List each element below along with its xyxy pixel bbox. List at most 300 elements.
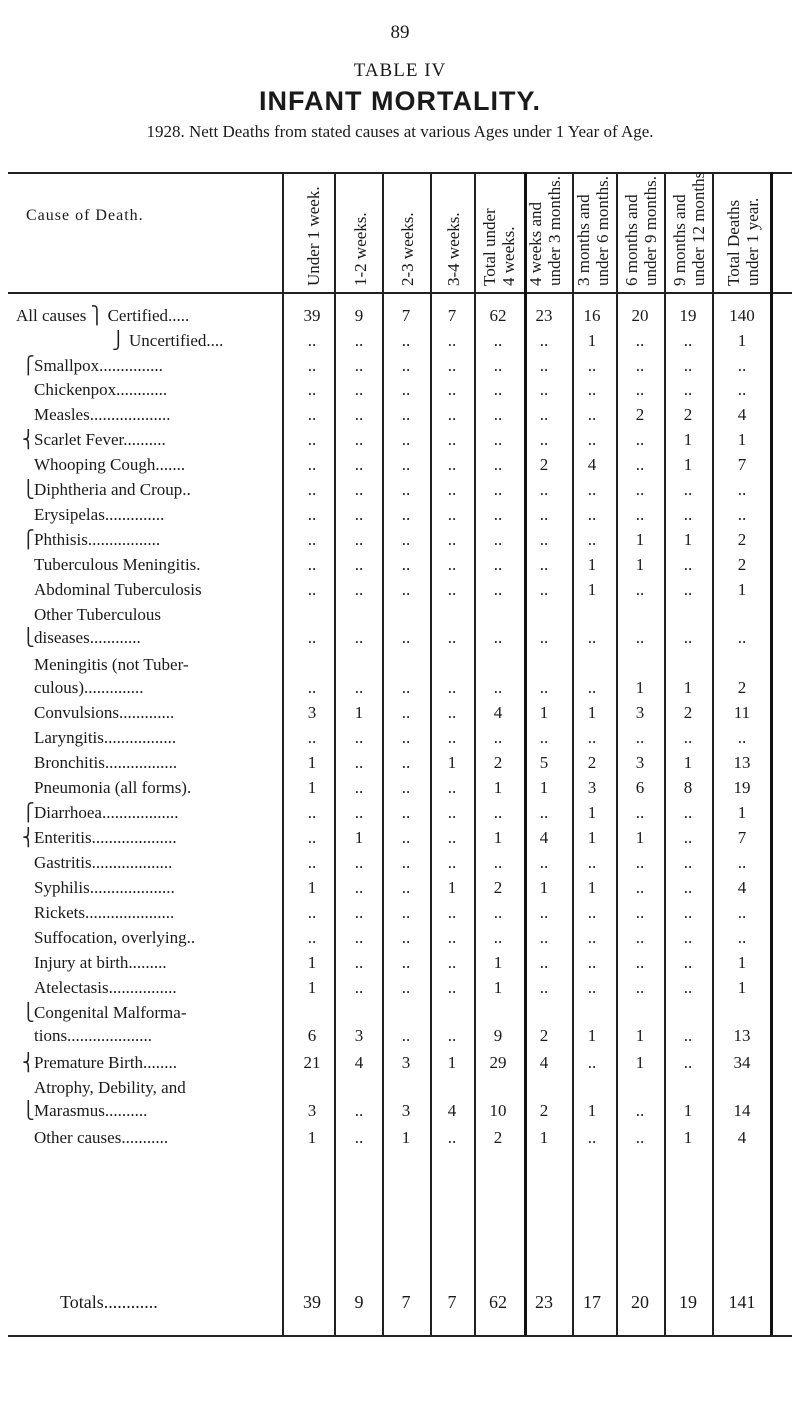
table-cell: 3 bbox=[401, 1053, 411, 1072]
table-cell: .. bbox=[683, 803, 693, 822]
column-header-line: under 12 months bbox=[689, 171, 708, 286]
table-row bbox=[0, 1053, 800, 1078]
table-cell: 1 bbox=[307, 753, 317, 772]
row-label: Whooping Cough....... bbox=[34, 455, 186, 474]
table-cell: 1 bbox=[737, 803, 747, 822]
table-row bbox=[0, 1101, 800, 1126]
table-row bbox=[0, 306, 800, 331]
table-cell: .. bbox=[493, 530, 503, 549]
table-cell: .. bbox=[493, 853, 503, 872]
table-cell: .. bbox=[401, 480, 411, 499]
table-cell: .. bbox=[587, 953, 597, 972]
table-cell: 4 bbox=[737, 878, 747, 897]
table-cell: .. bbox=[737, 728, 747, 747]
row-label: Phthisis................. bbox=[34, 530, 161, 549]
table-cell: 6 bbox=[635, 778, 645, 797]
table-cell: .. bbox=[493, 678, 503, 697]
table-cell: .. bbox=[587, 480, 597, 499]
table-cell: .. bbox=[493, 380, 503, 399]
table-cell: .. bbox=[447, 505, 457, 524]
table-cell: 2 bbox=[587, 753, 597, 772]
table-cell: 4 bbox=[447, 1101, 457, 1120]
table-cell: 4 bbox=[354, 1053, 364, 1072]
table-cell: 1 bbox=[587, 331, 597, 350]
table-row bbox=[0, 953, 800, 978]
table-cell: .. bbox=[307, 505, 317, 524]
table-cell: .. bbox=[354, 803, 364, 822]
table-cell: .. bbox=[307, 430, 317, 449]
table-cell: .. bbox=[635, 356, 645, 375]
table-cell: .. bbox=[354, 778, 364, 797]
table-cell: 2 bbox=[737, 530, 747, 549]
table-cell: 34 bbox=[733, 1053, 751, 1072]
table-cell: .. bbox=[354, 356, 364, 375]
table-cell: .. bbox=[307, 356, 317, 375]
table-cell: .. bbox=[307, 928, 317, 947]
table-cell: 7 bbox=[447, 306, 457, 325]
row-label: Tuberculous Meningitis. bbox=[34, 555, 201, 574]
table-cell: .. bbox=[354, 753, 364, 772]
table-cell: .. bbox=[683, 480, 693, 499]
table-row bbox=[0, 530, 800, 555]
table-cell: .. bbox=[401, 778, 411, 797]
column-header-line: under 3 months. bbox=[545, 175, 564, 286]
totals-cell: 7 bbox=[447, 1292, 457, 1312]
table-row bbox=[0, 605, 800, 630]
table-cell: .. bbox=[307, 628, 317, 647]
row-label: Convulsions............. bbox=[34, 703, 175, 722]
table-cell: .. bbox=[307, 405, 317, 424]
table-cell: .. bbox=[587, 1128, 597, 1147]
table-cell: .. bbox=[307, 853, 317, 872]
table-cell: .. bbox=[354, 628, 364, 647]
cause-header: Cause of Death. bbox=[26, 207, 144, 224]
table-cell: 20 bbox=[631, 306, 649, 325]
row-label: Smallpox............... bbox=[34, 356, 163, 375]
table-cell: .. bbox=[401, 903, 411, 922]
table-row bbox=[0, 430, 800, 455]
table-cell: .. bbox=[354, 331, 364, 350]
table-cell: .. bbox=[401, 828, 411, 847]
table-row bbox=[0, 455, 800, 480]
table-cell: 3 bbox=[635, 703, 645, 722]
totals-row bbox=[0, 1292, 800, 1317]
table-cell: .. bbox=[539, 580, 549, 599]
table-cell: 2 bbox=[737, 555, 747, 574]
table-cell: 3 bbox=[587, 778, 597, 797]
table-cell: 1 bbox=[354, 828, 364, 847]
row-label: All causes ⎫ Certified..... bbox=[16, 306, 190, 325]
row-label: Scarlet Fever.......... bbox=[34, 430, 166, 449]
table-cell: .. bbox=[493, 728, 503, 747]
table-cell: .. bbox=[354, 1128, 364, 1147]
column-header bbox=[574, 176, 612, 286]
table-cell: 7 bbox=[401, 306, 411, 325]
table-cell: .. bbox=[635, 455, 645, 474]
table-cell: 1 bbox=[737, 580, 747, 599]
brace-glyph: ⎨ bbox=[22, 430, 35, 449]
table-cell: .. bbox=[737, 928, 747, 947]
table-row bbox=[0, 380, 800, 405]
table-cell: .. bbox=[307, 903, 317, 922]
table-cell: .. bbox=[539, 505, 549, 524]
table-cell: 14 bbox=[733, 1101, 751, 1120]
table-caption: TABLE IV bbox=[353, 60, 447, 81]
table-cell: .. bbox=[737, 480, 747, 499]
column-header-line: Under 1 week. bbox=[303, 186, 323, 286]
table-cell: .. bbox=[587, 728, 597, 747]
table-cell: .. bbox=[447, 628, 457, 647]
table-cell: 1 bbox=[354, 703, 364, 722]
totals-cell: 19 bbox=[679, 1292, 697, 1312]
table-cell: .. bbox=[635, 728, 645, 747]
table-cell: .. bbox=[401, 555, 411, 574]
table-cell: .. bbox=[447, 853, 457, 872]
totals-cell: 23 bbox=[535, 1292, 553, 1312]
table-cell: .. bbox=[354, 555, 364, 574]
table-cell: .. bbox=[683, 903, 693, 922]
table-cell: .. bbox=[401, 628, 411, 647]
table-cell: 2 bbox=[683, 703, 693, 722]
table-cell: 1 bbox=[401, 1128, 411, 1147]
table-cell: .. bbox=[447, 778, 457, 797]
totals-label: Totals............ bbox=[60, 1292, 158, 1312]
table-cell: .. bbox=[539, 555, 549, 574]
column-header bbox=[724, 198, 762, 286]
table-cell: .. bbox=[354, 728, 364, 747]
table-cell: 1 bbox=[539, 703, 549, 722]
row-label: Marasmus.......... bbox=[34, 1101, 148, 1120]
table-cell: .. bbox=[447, 1128, 457, 1147]
table-cell: .. bbox=[635, 803, 645, 822]
table-cell: 1 bbox=[635, 1026, 645, 1045]
table-cell: .. bbox=[307, 555, 317, 574]
table-row bbox=[0, 555, 800, 580]
table-row bbox=[0, 678, 800, 703]
table-cell: .. bbox=[354, 480, 364, 499]
table-cell: 1 bbox=[587, 1101, 597, 1120]
table-cell: 6 bbox=[307, 1026, 317, 1045]
row-label: Diarrhoea.................. bbox=[34, 803, 179, 822]
table-cell: 1 bbox=[635, 828, 645, 847]
table-cell: .. bbox=[401, 580, 411, 599]
table-cell: .. bbox=[493, 928, 503, 947]
table-cell: .. bbox=[493, 356, 503, 375]
table-cell: .. bbox=[401, 505, 411, 524]
table-cell: 5 bbox=[539, 753, 549, 772]
totals-cell: 20 bbox=[631, 1292, 649, 1312]
column-header bbox=[398, 212, 417, 286]
table-cell: 1 bbox=[587, 878, 597, 897]
row-label: Suffocation, overlying.. bbox=[34, 928, 196, 947]
table-cell: 29 bbox=[489, 1053, 507, 1072]
table-cell: .. bbox=[539, 480, 549, 499]
table-cell: 11 bbox=[733, 703, 751, 722]
row-label: Chickenpox............ bbox=[34, 380, 168, 399]
table-cell: .. bbox=[447, 530, 457, 549]
table-cell: 1 bbox=[447, 878, 457, 897]
table-cell: 39 bbox=[303, 306, 321, 325]
table-cell: 62 bbox=[489, 306, 507, 325]
table-cell: .. bbox=[635, 580, 645, 599]
table-row bbox=[0, 878, 800, 903]
table-cell: 1 bbox=[493, 978, 503, 997]
table-cell: .. bbox=[683, 1026, 693, 1045]
table-cell: 2 bbox=[539, 455, 549, 474]
column-header-line: 3-4 weeks. bbox=[443, 212, 463, 286]
row-label: Premature Birth........ bbox=[34, 1053, 178, 1072]
table-cell: .. bbox=[737, 380, 747, 399]
table-cell: 2 bbox=[635, 405, 645, 424]
table-cell: .. bbox=[447, 480, 457, 499]
table-cell: .. bbox=[307, 803, 317, 822]
table-cell: .. bbox=[447, 828, 457, 847]
table-cell: 2 bbox=[683, 405, 693, 424]
table-cell: .. bbox=[354, 953, 364, 972]
table-cell: .. bbox=[683, 505, 693, 524]
table-cell: .. bbox=[447, 331, 457, 350]
column-header-line: under 1 year. bbox=[743, 197, 762, 286]
table-cell: 19 bbox=[679, 306, 697, 325]
table-cell: 1 bbox=[587, 828, 597, 847]
brace-glyph: ⎩ bbox=[22, 480, 35, 499]
table-cell: .. bbox=[635, 903, 645, 922]
table-cell: .. bbox=[354, 903, 364, 922]
table-cell: .. bbox=[307, 380, 317, 399]
row-label: Measles................... bbox=[34, 405, 171, 424]
table-cell: 2 bbox=[539, 1026, 549, 1045]
table-cell: 3 bbox=[401, 1101, 411, 1120]
table-cell: 1 bbox=[587, 1026, 597, 1045]
table-cell: .. bbox=[539, 953, 549, 972]
column-header-line: 4 weeks. bbox=[499, 226, 518, 286]
table-cell: .. bbox=[493, 903, 503, 922]
table-cell: .. bbox=[354, 878, 364, 897]
table-cell: .. bbox=[493, 505, 503, 524]
table-cell: 8 bbox=[683, 778, 693, 797]
table-row bbox=[0, 331, 800, 356]
column-header bbox=[304, 186, 323, 286]
column-header-line: 2-3 weeks. bbox=[397, 212, 417, 286]
row-label: Laryngitis................. bbox=[34, 728, 177, 747]
table-cell: .. bbox=[683, 828, 693, 847]
table-cell: .. bbox=[354, 405, 364, 424]
table-cell: .. bbox=[447, 455, 457, 474]
table-cell: 2 bbox=[493, 878, 503, 897]
table-cell: 19 bbox=[733, 778, 751, 797]
row-label: Injury at birth......... bbox=[34, 953, 167, 972]
table-cell: 21 bbox=[303, 1053, 321, 1072]
column-header bbox=[622, 176, 660, 286]
table-cell: 7 bbox=[737, 828, 747, 847]
table-cell: .. bbox=[401, 953, 411, 972]
table-cell: .. bbox=[401, 331, 411, 350]
column-header-line: under 6 months. bbox=[593, 175, 612, 286]
table-cell: .. bbox=[587, 678, 597, 697]
table-row bbox=[0, 703, 800, 728]
table-cell: .. bbox=[307, 331, 317, 350]
table-cell: .. bbox=[539, 530, 549, 549]
table-cell: 1 bbox=[447, 1053, 457, 1072]
column-header bbox=[670, 172, 708, 286]
table-cell: 1 bbox=[683, 455, 693, 474]
table-cell: .. bbox=[737, 356, 747, 375]
table-cell: 2 bbox=[539, 1101, 549, 1120]
table-cell: 3 bbox=[354, 1026, 364, 1045]
table-cell: 2 bbox=[737, 678, 747, 697]
table-cell: .. bbox=[401, 380, 411, 399]
totals-cell: 7 bbox=[401, 1292, 411, 1312]
table-cell: .. bbox=[683, 1053, 693, 1072]
row-label: Rickets..................... bbox=[34, 903, 175, 922]
table-cell: 1 bbox=[493, 778, 503, 797]
table-row bbox=[0, 903, 800, 928]
table-cell: .. bbox=[401, 878, 411, 897]
table-cell: .. bbox=[447, 380, 457, 399]
column-header-line: under 9 months. bbox=[641, 175, 660, 286]
table-cell: .. bbox=[447, 580, 457, 599]
table-cell: .. bbox=[447, 555, 457, 574]
table-cell: .. bbox=[737, 903, 747, 922]
table-cell: 1 bbox=[737, 978, 747, 997]
table-cell: 3 bbox=[307, 703, 317, 722]
column-header bbox=[480, 208, 518, 286]
table-row bbox=[0, 1003, 800, 1028]
table-cell: .. bbox=[493, 455, 503, 474]
table-cell: .. bbox=[307, 480, 317, 499]
totals-cell: 141 bbox=[728, 1292, 756, 1312]
table-cell: .. bbox=[737, 628, 747, 647]
brace-glyph: ⎩ bbox=[22, 1101, 35, 1120]
column-header-line: 6 months and bbox=[622, 194, 641, 286]
totals-cell: 39 bbox=[303, 1292, 321, 1312]
table-cell: .. bbox=[737, 505, 747, 524]
row-label: Syphilis.................... bbox=[34, 878, 175, 897]
table-row bbox=[0, 1026, 800, 1051]
table-cell: .. bbox=[401, 728, 411, 747]
table-cell: 1 bbox=[539, 778, 549, 797]
table-cell: .. bbox=[635, 380, 645, 399]
table-cell: .. bbox=[354, 530, 364, 549]
table-cell: 1 bbox=[683, 753, 693, 772]
row-label: Diphtheria and Croup.. bbox=[34, 480, 191, 499]
table-cell: 1 bbox=[307, 953, 317, 972]
row-label: Enteritis.................... bbox=[34, 828, 177, 847]
table-cell: 1 bbox=[737, 331, 747, 350]
row-label: Erysipelas.............. bbox=[34, 505, 165, 524]
column-header-line: Total under bbox=[480, 208, 499, 286]
column-header-line: 3 months and bbox=[574, 194, 593, 286]
table-cell: .. bbox=[539, 928, 549, 947]
totals-cell: 62 bbox=[489, 1292, 507, 1312]
table-cell: 4 bbox=[539, 1053, 549, 1072]
table-cell: .. bbox=[401, 1026, 411, 1045]
column-header-line: 4 weeks and bbox=[526, 201, 545, 286]
table-cell: 2 bbox=[493, 1128, 503, 1147]
table-cell: .. bbox=[587, 978, 597, 997]
row-label: Pneumonia (all forms). bbox=[34, 778, 192, 797]
table-cell: .. bbox=[307, 678, 317, 697]
table-cell: 1 bbox=[683, 530, 693, 549]
table-cell: .. bbox=[587, 430, 597, 449]
table-cell: .. bbox=[354, 455, 364, 474]
table-cell: .. bbox=[307, 580, 317, 599]
table-cell: .. bbox=[587, 928, 597, 947]
table-cell: .. bbox=[683, 555, 693, 574]
table-cell: .. bbox=[401, 455, 411, 474]
table-cell: .. bbox=[587, 530, 597, 549]
table-cell: 140 bbox=[729, 306, 755, 325]
table-cell: 1 bbox=[737, 430, 747, 449]
table-cell: .. bbox=[307, 455, 317, 474]
table-cell: .. bbox=[539, 978, 549, 997]
brace-glyph: ⎨ bbox=[22, 1053, 35, 1072]
table-cell: .. bbox=[539, 853, 549, 872]
table-cell: .. bbox=[635, 878, 645, 897]
table-cell: .. bbox=[635, 430, 645, 449]
table-cell: 1 bbox=[737, 953, 747, 972]
table-cell: .. bbox=[635, 628, 645, 647]
table-cell: .. bbox=[587, 1053, 597, 1072]
table-cell: .. bbox=[635, 853, 645, 872]
table-cell: .. bbox=[683, 878, 693, 897]
table-cell: 4 bbox=[737, 1128, 747, 1147]
table-cell: .. bbox=[539, 356, 549, 375]
table-cell: 1 bbox=[587, 803, 597, 822]
row-label: Other causes........... bbox=[34, 1128, 169, 1147]
table-cell: .. bbox=[587, 356, 597, 375]
table-cell: .. bbox=[447, 678, 457, 697]
table-cell: .. bbox=[447, 1026, 457, 1045]
brace-glyph: ⎧ bbox=[22, 803, 35, 822]
row-label: ⎭ Uncertified.... bbox=[112, 331, 224, 350]
table-cell: .. bbox=[539, 728, 549, 747]
table-cell: .. bbox=[493, 555, 503, 574]
table-cell: .. bbox=[539, 803, 549, 822]
table-cell: .. bbox=[401, 356, 411, 375]
table-cell: .. bbox=[354, 1101, 364, 1120]
table-cell: .. bbox=[683, 331, 693, 350]
table-cell: .. bbox=[683, 356, 693, 375]
table-cell: .. bbox=[447, 803, 457, 822]
column-header bbox=[444, 212, 463, 286]
table-cell: 1 bbox=[587, 555, 597, 574]
table-cell: .. bbox=[683, 978, 693, 997]
table-row bbox=[0, 628, 800, 653]
table-row bbox=[0, 978, 800, 1003]
table-cell: 1 bbox=[539, 1128, 549, 1147]
table-cell: 1 bbox=[635, 555, 645, 574]
table-cell: 1 bbox=[635, 1053, 645, 1072]
table-cell: .. bbox=[354, 928, 364, 947]
table-cell: 4 bbox=[587, 455, 597, 474]
table-cell: .. bbox=[635, 928, 645, 947]
table-cell: .. bbox=[539, 628, 549, 647]
table-cell: 3 bbox=[635, 753, 645, 772]
table-row bbox=[0, 1128, 800, 1153]
table-cell: 1 bbox=[683, 430, 693, 449]
table-cell: .. bbox=[307, 530, 317, 549]
table-cell: .. bbox=[683, 928, 693, 947]
row-label: Atrophy, Debility, and bbox=[34, 1078, 186, 1097]
table-cell: .. bbox=[447, 405, 457, 424]
table-cell: .. bbox=[683, 853, 693, 872]
totals-cell: 9 bbox=[354, 1292, 364, 1312]
table-cell: .. bbox=[354, 505, 364, 524]
table-row bbox=[0, 728, 800, 753]
table-cell: 1 bbox=[307, 1128, 317, 1147]
table-cell: .. bbox=[587, 405, 597, 424]
